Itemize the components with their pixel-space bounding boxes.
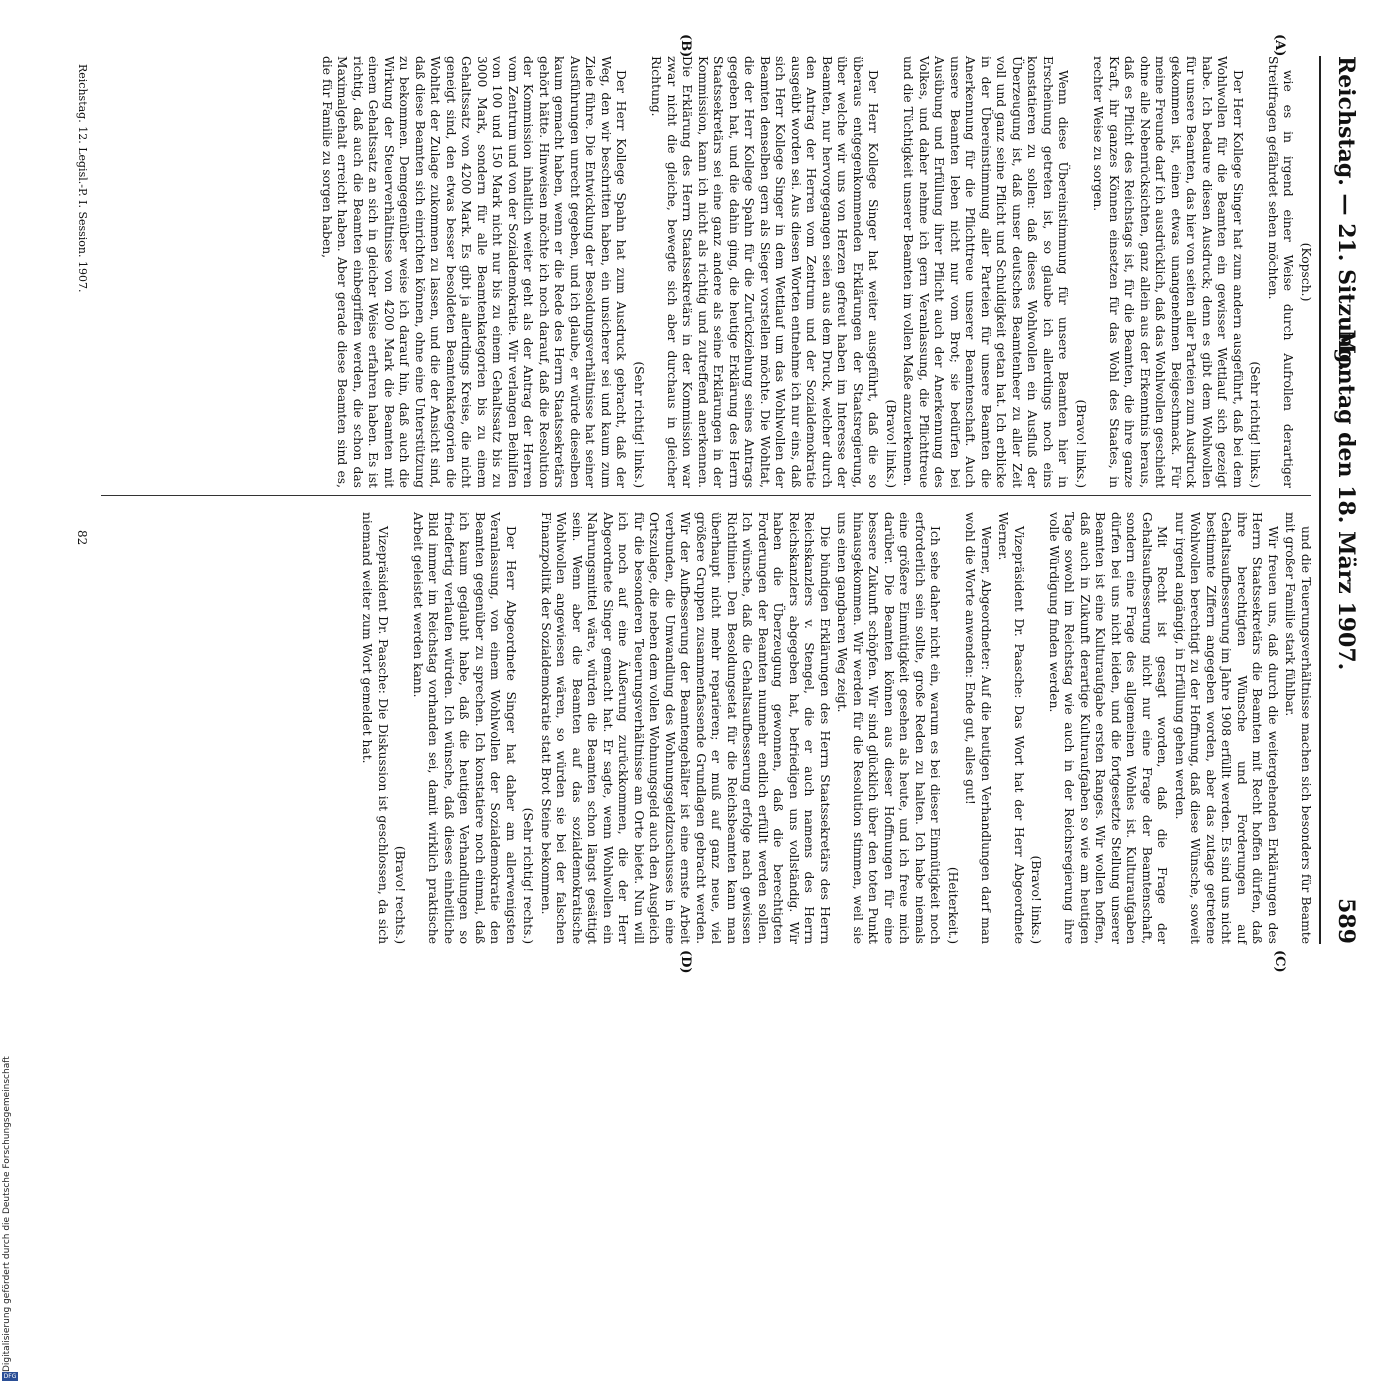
paragraph: wie es in irgend einer Weise durch Aufrollen derartiger Streitfragen gefährdet sehen möchten. bbox=[1266, 56, 1296, 488]
interjection: (Bravo! rechts.) bbox=[393, 845, 408, 944]
header-left: Reichstag. — 21. Sitzung. bbox=[1333, 56, 1359, 372]
paragraph: Der Herr Kollege Singer hat zum andern ausgeführt, daß bei dem Wohlwollen für die Beamten ein gewisser Wettlauf sich gezeigt habe. Ich bedaure diesen Ausdruck; denn es gibt dem Wohlwollen für unsere Beamten, das hier von seiten aller Parteien zum Ausdruck gekommen ist, einen etwas unangenehmen Beigeschmack. Für meine Freunde darf ich ausdrücklich, daß das Wohlwollen geschieht ohne alle Nebenrücksichten, ganz allein aus der Erkenntnis heraus, daß es Pflicht des Reichstags ist, für die Beamten, die ihre ganze Kraft, ihr ganzes Können einsetzen für das Wohl des Staates, in rechter Weise zu sorgen. bbox=[1091, 56, 1245, 488]
right-column bbox=[357, 512, 1313, 944]
header-rule bbox=[1319, 56, 1321, 944]
margin-letter-b: (B) bbox=[678, 34, 693, 58]
footer-sheet-number: 82 bbox=[75, 530, 89, 546]
interjection: (Bravo! links.) bbox=[884, 399, 898, 488]
column-divider bbox=[101, 495, 1311, 496]
speaker-label: (Kopsch.) bbox=[1299, 242, 1313, 302]
paragraph: Die bündigen Erklärungen des Herrn Staatssekretärs des Herrn Reichskanzlers v. Stengel, die er auch namens des Herrn Reichskanzlers abgegeben hat, befriedigen uns vollständig. Wir haben die Überzeugung gewonnen, daß die berechtigten Forderungen der Beamten nunmehr endlich erfüllt werden sollen. Ich wünsche, daß die Gehaltsaufbesserung erfolge nach gewissen Richtlinien. Den Besoldungsetat für die Reichsbeamten kann man überhaupt nicht mehr reparieren; er muß auf ganz neue, viel größere Gruppen zusammenfassende Grundlagen gebracht werden. Wir der Aufbesserung der Beamtengehälter ist eine ernste Arbeit verbunden, die Umwandlung des Wohnungsgeldzuschusses in eine Ortszulage, die neben dem vollen Wohnungsgeld auch den Ausgleich für die besonderen Teuerungsverhältnisse am Orte bietet. Nun will ich noch auf eine Äußerung zurückkommen, die der Herr Abgeordnete Singer gemacht hat. Er sagte, wenn Wohlwollen ein Nahrungsmittel wäre, würden die Beamten schon längst gesättigt sein. Wenn aber die Beamten auf das sozialdemokratische Wohlwollen angewiesen wären, so würden sie bei der falschen Finanzpolitik der Sozialdemokratie statt Brot Steine bekommen. bbox=[539, 512, 832, 944]
margin-letter-c: (C) bbox=[1272, 950, 1287, 973]
page-header bbox=[1327, 56, 1367, 944]
interjection: (Sehr richtig! rechts.) bbox=[521, 807, 536, 944]
paragraph: Ich sehe daher nicht ein, warum es bei dieser Einmütigkeit noch erforderlich sein sollte, große Reden zu halten. Ich habe niemals eine größere Einmütigkeit gesehen als heute, und ich freue mich darüber. Die Beamten können aus dieser Hoffnungen für eine bessere Zukunft schöpfen. Wir sind glücklich über den toten Punkt hinausgekommen. Wir werden für die Resolution stimmen, weil sie uns einen gangbaren Weg zeigt. bbox=[835, 512, 943, 944]
paragraph: Wir freuen uns, daß durch die weitergehenden Erklärungen des Herrn Staatssekretärs die Beamten mit Recht hoffen dürfen, daß ihre berechtigten Wünsche und Forderungen auf Gehaltsaufbesserung im Jahre 1908 erfüllt werden. Es sind uns nicht bestimmte Ziffern angegeben worden, aber das zutage getretene Wohlwollen berechtigt zu der Hoffnung, daß diese Wünsche, soweit nur irgend angängig, in Erfüllung gehen werden. bbox=[1173, 512, 1280, 944]
paragraph: Mit Recht ist gesagt worden, daß die Frage der Gehaltsaufbesserung nicht nur eine Frage der Beamtenschaft, sondern eine Frage des allgemeinen Wohles ist. Kulturaufgaben dürfen bei uns nicht leiden, und die fortgesetzte Stellung unserer Beamten ist eine Kulturaufgabe ersten Ranges. Wir wollen hoffen, daß auch in Zukunft derartige Kulturaufgaben so wie am heutigen Tage sowohl im Reichstag wie auch in der Reichsregierung ihre volle Würdigung finden werden. bbox=[1047, 512, 1170, 944]
paragraph: Der Herr Kollege Singer hat weiter ausgeführt, daß die so überaus entgegenkommenden Erklärungen der Staatsregierung, über welche wir uns von Herzen gefreut haben im Interesse der Beamten, nur hervorgegangen seien aus dem Druck, welcher durch den Antrag der Herren vom Zentrum und der Sozialdemokratie ausgeübt worden sei. Aus diesen Worten entnehme ich nur eins, daß sich Herr Kollege Singer in dem Wettlauf um das Wohlwollen der Beamten denselben gern als Sieger vorstellen möchte. Die Wohltat, die der Herr Kollege Spahn für die Zurückziehung seines Antrags gegeben hat, und die dahin ging, die heutige Erklärung des Herrn Staatssekretärs sei eine ganz andere als seine Erklärungen in der Kommission, kann ich nicht als richtig und zutreffend anerkennen. Die Erklärung des Herrn Staatssekretärs in der Kommission war zwar nicht die gleiche, bewegte sich aber durchaus in gleicher Richtung. bbox=[649, 56, 881, 488]
page-number: 589 bbox=[1333, 898, 1359, 944]
paragraph: Vizepräsident Dr. Paasche: Das Wort hat der Herr Abgeordnete Werner. bbox=[996, 512, 1026, 944]
paragraph: Werner, Abgeordneter: Auf die heutigen Verhandlungen darf man wohl die Worte anwenden: Ende gut, alles gut! bbox=[963, 512, 993, 944]
interjection: (Sehr richtig! links.) bbox=[632, 361, 646, 488]
paragraph: Der Herr Kollege Spahn hat zum Ausdruck gebracht, daß der Weg, den wir beschritten haben, ein unsicherer sei und kaum zum Ziele führe. Die Entwicklung der Besoldungsverhältnisse hat seiner Ausführungen unrecht gegeben, und ich glaube, er würde dieselben kaum gemacht haben, wenn er die Rede des Herrn Staatssekretärs gehört hätte. Hinweisen möchte ich noch darauf, daß die Resolution der Kommission inhaltlich weiter geht als der Antrag der Herren vom Zentrum und von der Sozialdemokratie. Wir verlangen Beihilfen von 100 und 150 Mark nicht nur bis zu einem Gehaltssatz bis zu 3000 Mark, sondern für alle Beamtenkategorien bis zu einem Gehaltssatz von 4200 Mark. Es gibt ja allerdings Kreise, die nicht geneigt sind, den etwas besser besoldeten Beamtenkategorien die Wohltat der Zulage zukommen zu lassen, und die der Ansicht sind, daß diese Beamten sich einrichten können, ohne eine Unterstützung zu bekommen. Demgegenüber weise ich darauf hin, daß auch die Wirkung der Steuerverhältnisse von 4200 Mark die Beamten mit einem Gehaltssatz an sich in gleicher Weise erfahren haben. Es ist richtig, daß auch die Beamten einbegriffen werden, die schon das Maximalgehalt erreicht haben. Aber gerade diese Beamten sind es, die für Familie zu sorgen haben, bbox=[320, 56, 629, 488]
interjection: (Sehr richtig! links.) bbox=[1248, 361, 1263, 488]
interjection: (Heiterkeit.) bbox=[946, 866, 960, 944]
header-date: Montag den 18. März 1907. bbox=[1333, 329, 1359, 671]
left-column bbox=[317, 56, 1314, 488]
margin-letter-a: (A) bbox=[1272, 34, 1287, 57]
interjection: (Bravo! links.) bbox=[1074, 399, 1088, 488]
interjection: (Bravo! links.) bbox=[1029, 855, 1044, 944]
paragraph: Wenn diese Übereinstimmung für unsere Beamten hier in Erscheinung getreten ist, so glaube ich allerdings noch eins konstatieren zu sollen: daß dieses Wohlwollen ein Ausfluß der Überzeugung ist, daß unser deutsches Beamtenheer zu aller Zeit voll und ganz seine Pflicht und Schuldigkeit getan hat. Ich erblicke in der Übereinstimmung aller Parteien für unsere Beamten die Anerkennung für die Pflichttreue unserer Beamtenschaft. Auch unsere Beamten leben nicht nur vom Brot; sie bedürfen bei Ausübung und Erfüllung ihrer Pflicht auch der Anerkennung des Volkes, und daher nehme ich gern Veranlassung, die Pflichttreue und die Tüchtigkeit unserer Beamten im vollen Maße anzuerkennen. bbox=[901, 56, 1071, 488]
paragraph: Der Herr Abgeordnete Singer hat daher am allerwenigsten Veranlassung, von einem Wohlwollen der Sozialdemokratie den Beamten gegenüber zu sprechen. Ich konstatiere noch einmal, daß ich kaum geglaubt habe, daß die heutigen Verhandlungen so friedfertig verlaufen würden. Ich wünsche, daß dieses einheitliche Bild immer im Reichstag vorhanden sei, damit wirklich praktische Arbeit geleistet werden kann. bbox=[411, 512, 518, 944]
margin-letter-d: (D) bbox=[678, 950, 693, 974]
paragraph: und die Teuerungsverhältnisse machen sich besonders für Beamte mit großer Familie stark fühlbar. bbox=[1283, 512, 1313, 944]
dfg-logo-icon: DFG bbox=[3, 1373, 17, 1380]
digitization-note-text: Digitalisierung gefördert durch die Deutsche Forschungsgemeinschaft bbox=[2, 1056, 12, 1372]
digitization-note bbox=[2, 1056, 18, 1380]
footer-session: Reichstag. 12. Legisl.-P. I. Session. 1907. bbox=[76, 64, 89, 293]
paragraph: Vizepräsident Dr. Paasche: Die Diskussion ist geschlossen, da sich niemand weiter zum Wort gemeldet hat. bbox=[360, 512, 390, 944]
